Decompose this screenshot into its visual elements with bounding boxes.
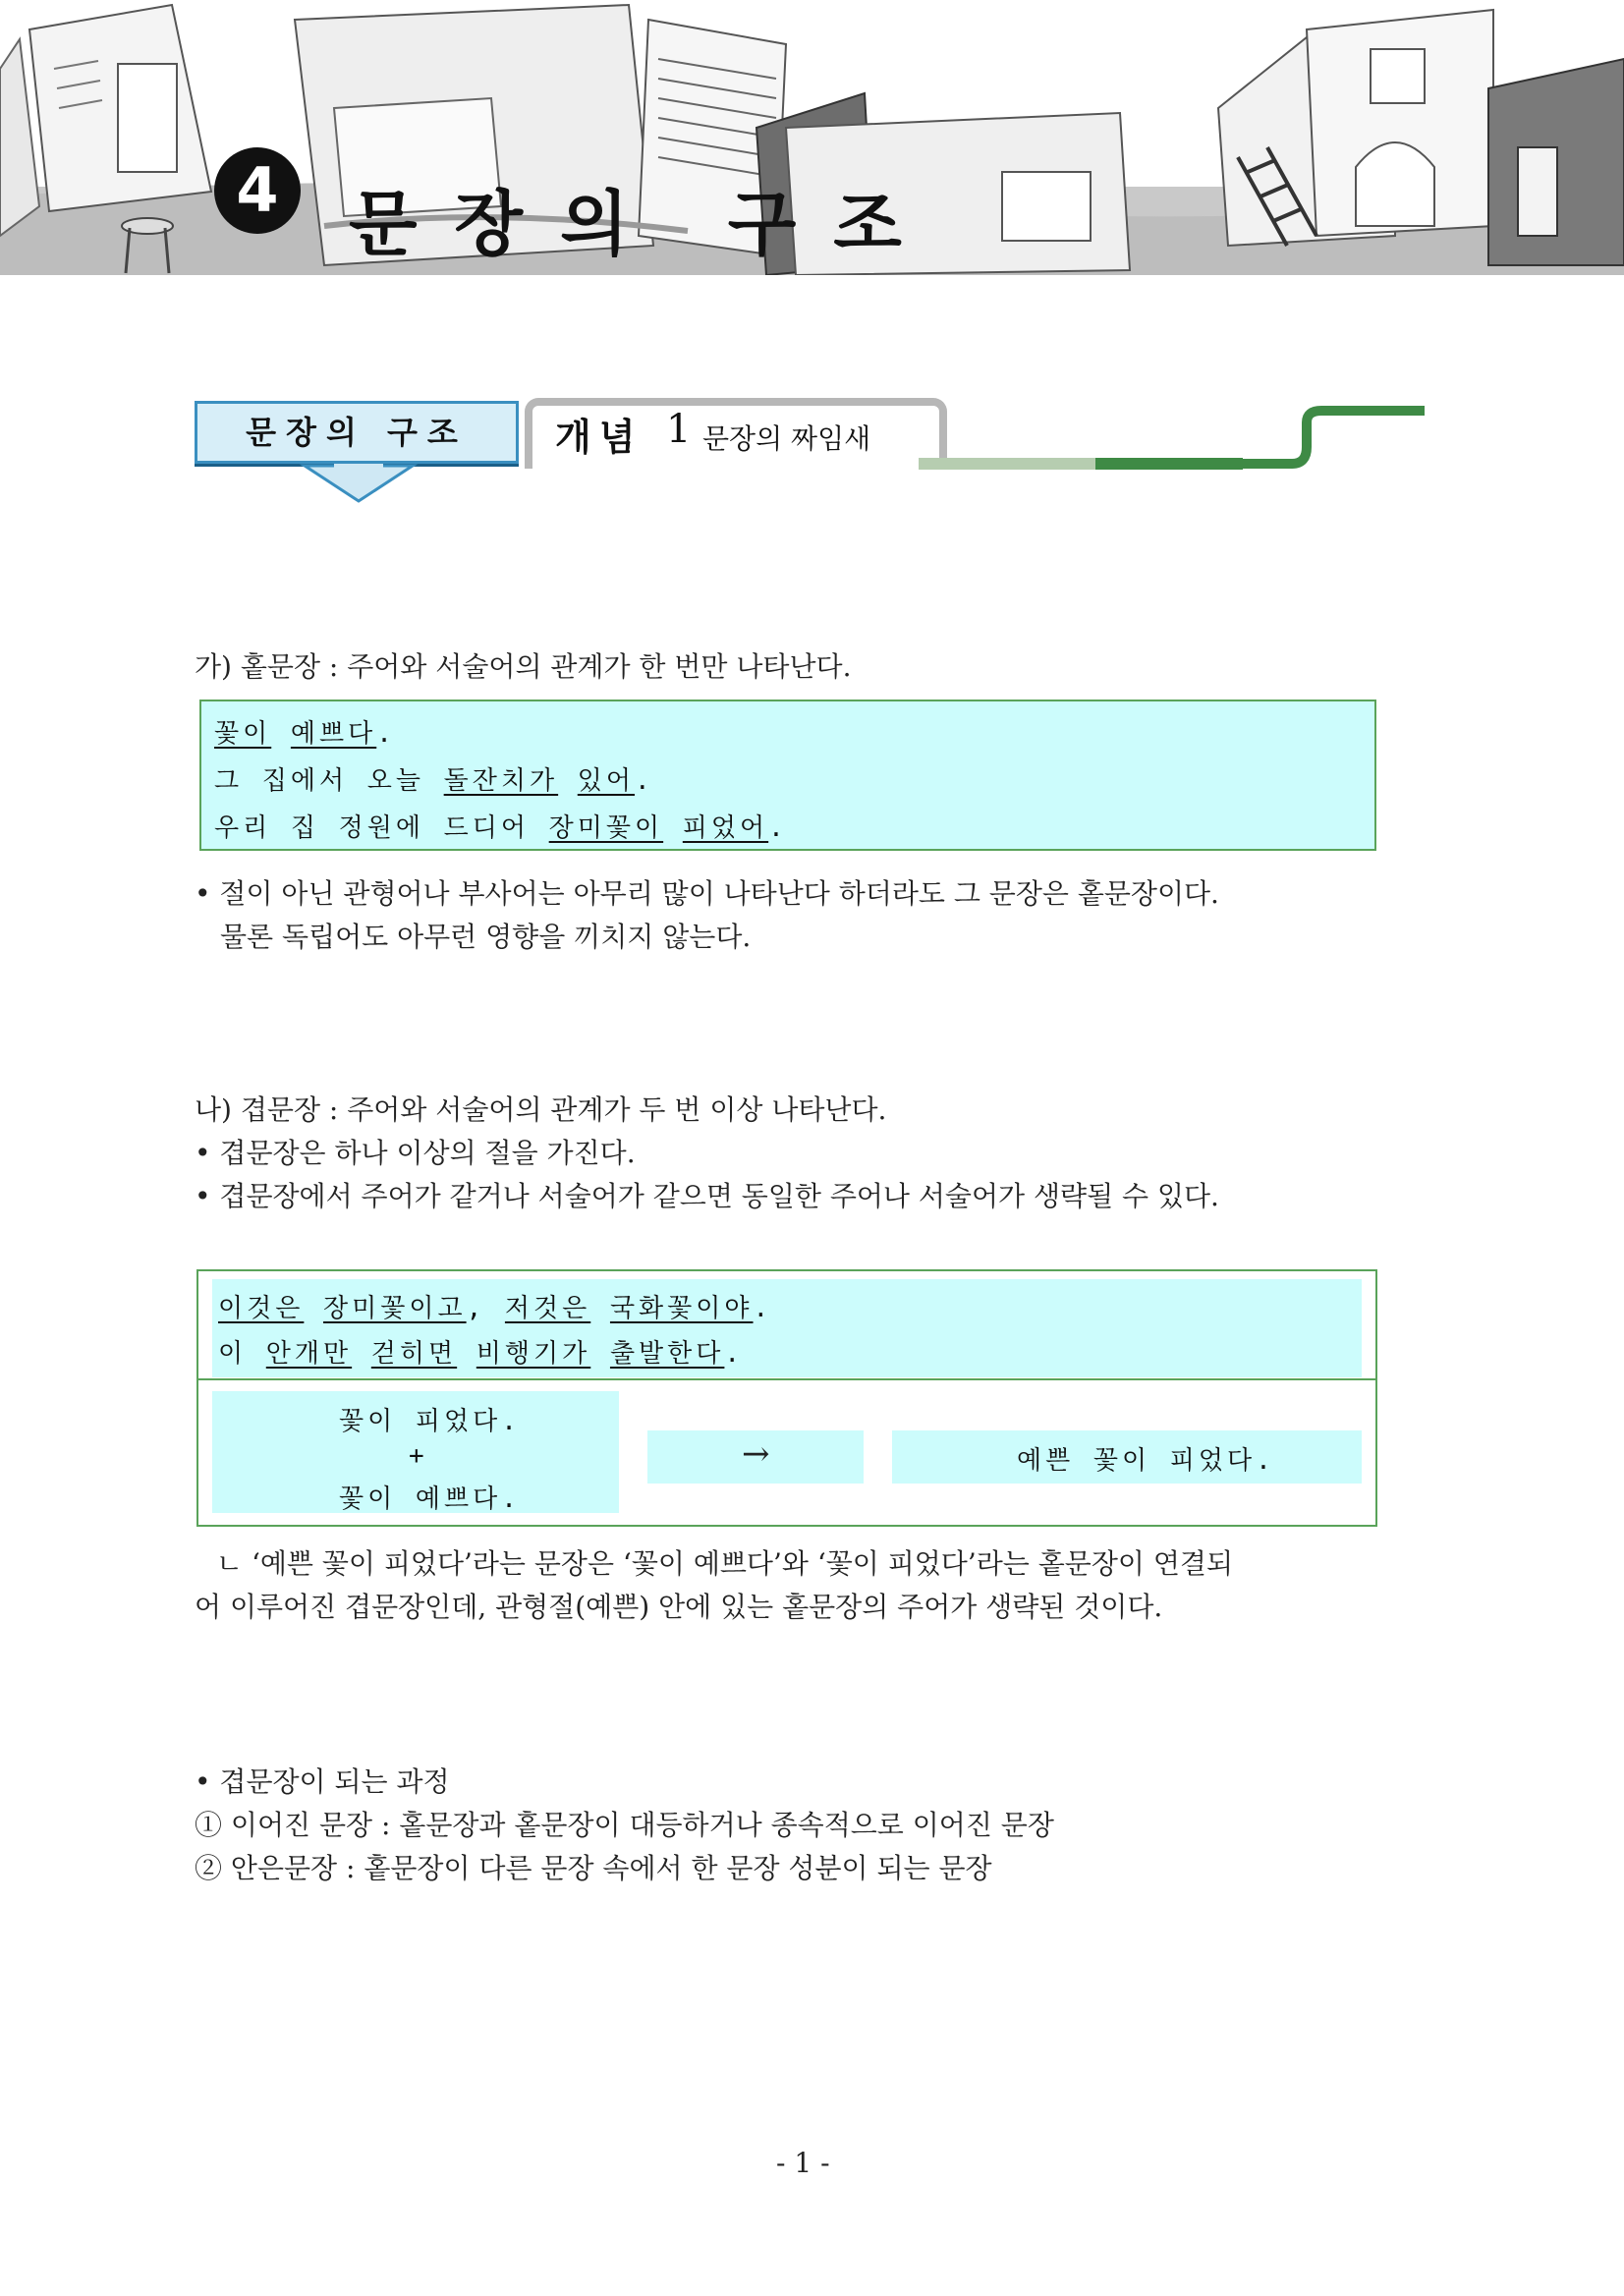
chapter-number-badge: 4 xyxy=(214,147,301,234)
chapter-title: 문장의 구조 xyxy=(349,183,939,265)
space xyxy=(271,719,291,749)
sentence-prefix: 우리 집 정원에 드디어 xyxy=(214,813,549,843)
compound-example-1 xyxy=(218,1288,772,1324)
subject-underlined: 꽃이 xyxy=(214,719,272,749)
sentence-prefix: 이 xyxy=(218,1339,266,1369)
example-sentence xyxy=(214,808,788,844)
process-item-1: ① 이어진 문장 : 홑문장과 홑문장이 대등하거나 종속적으로 이어진 문장 xyxy=(195,1809,1054,1841)
sentence-prefix: 그 집에서 오늘 xyxy=(214,766,444,796)
period: . xyxy=(768,813,788,843)
predicate-underlined: 출발한다 xyxy=(609,1339,725,1369)
subject-underlined: 돌잔치가 xyxy=(443,766,559,796)
part-a-note-line1: • 절이 아닌 관형어나 부사어는 아무리 많이 나타난다 하더라도 그 문장은 홑문장이다. xyxy=(195,877,1219,910)
part-a-heading: 가) 홑문장 : 주어와 서술어의 관계가 한 번만 나타난다. xyxy=(195,650,852,683)
subject-underlined: 이것은 xyxy=(218,1294,305,1323)
period: . xyxy=(376,719,396,749)
period: . xyxy=(635,766,654,796)
page-number: - 1 - xyxy=(776,2147,830,2179)
concept-title: 문장의 짜임새 xyxy=(702,422,871,455)
part-b-bullet1: • 겹문장은 하나 이상의 절을 가진다. xyxy=(195,1137,636,1169)
source-sentence-1: 꽃이 피었다. xyxy=(339,1407,521,1436)
box-divider xyxy=(196,1378,1377,1380)
predicate-underlined: 있어 xyxy=(577,766,636,796)
space xyxy=(590,1339,610,1369)
predicate-underlined: 예쁘다 xyxy=(290,719,377,749)
compound-example-2 xyxy=(218,1333,744,1370)
concept-tab-underline-decoration xyxy=(919,403,1429,476)
period: . xyxy=(724,1339,745,1369)
process-title: • 겹문장이 되는 과정 xyxy=(195,1765,450,1798)
explanation-line2: 어 이루어진 겹문장인데, 관형절(예쁜) 안에 있는 홑문장의 주어가 생략된 것이다. xyxy=(195,1591,1163,1623)
explanation-line1: ㄴ ‘예쁜 꽃이 피었다’라는 문장은 ‘꽃이 예쁘다’와 ‘꽃이 피었다’라는 홑문장이 연결되 xyxy=(216,1547,1233,1580)
space xyxy=(352,1339,371,1369)
right-arrow-icon: → xyxy=(742,1434,770,1474)
example-sentence xyxy=(214,760,654,797)
subject-underlined: 장미꽃이 xyxy=(548,813,664,843)
subject-underlined: 비행기가 xyxy=(476,1339,591,1369)
plus-sign: + xyxy=(409,1441,428,1471)
predicate-underlined: 피었어 xyxy=(682,813,769,843)
space xyxy=(663,813,683,843)
subject-underlined: 저것은 xyxy=(504,1294,591,1323)
period: . xyxy=(753,1294,773,1323)
section-label-box: 문장의 구조 xyxy=(195,401,519,464)
concept-label: 개념 xyxy=(555,416,644,459)
process-item-2: ② 안은문장 : 홑문장이 다른 문장 속에서 한 문장 성분이 되는 문장 xyxy=(195,1852,992,1884)
part-b-heading: 나) 겹문장 : 주어와 서술어의 관계가 두 번 이상 나타난다. xyxy=(195,1093,887,1126)
predicate-underlined: 국화꽃이야 xyxy=(609,1294,754,1323)
separator: , xyxy=(466,1294,505,1323)
concept-number: 1 xyxy=(666,407,692,452)
down-arrow-icon xyxy=(295,464,422,503)
example-sentence xyxy=(214,713,396,750)
space xyxy=(457,1339,476,1369)
predicate-underlined: 걷히면 xyxy=(370,1339,458,1369)
predicate-underlined: 장미꽃이고 xyxy=(323,1294,467,1323)
part-b-bullet2: • 겹문장에서 주어가 같거나 서술어가 같으면 동일한 주어나 서술어가 생략될 수 있다. xyxy=(195,1180,1219,1212)
subject-underlined: 안개만 xyxy=(265,1339,353,1369)
space xyxy=(558,766,578,796)
source-sentence-2: 꽃이 예쁘다. xyxy=(339,1484,521,1514)
part-a-note-line2: 물론 독립어도 아무런 영향을 끼치지 않는다. xyxy=(220,921,752,953)
result-sentence: 예쁜 꽃이 피었다. xyxy=(1017,1446,1275,1476)
